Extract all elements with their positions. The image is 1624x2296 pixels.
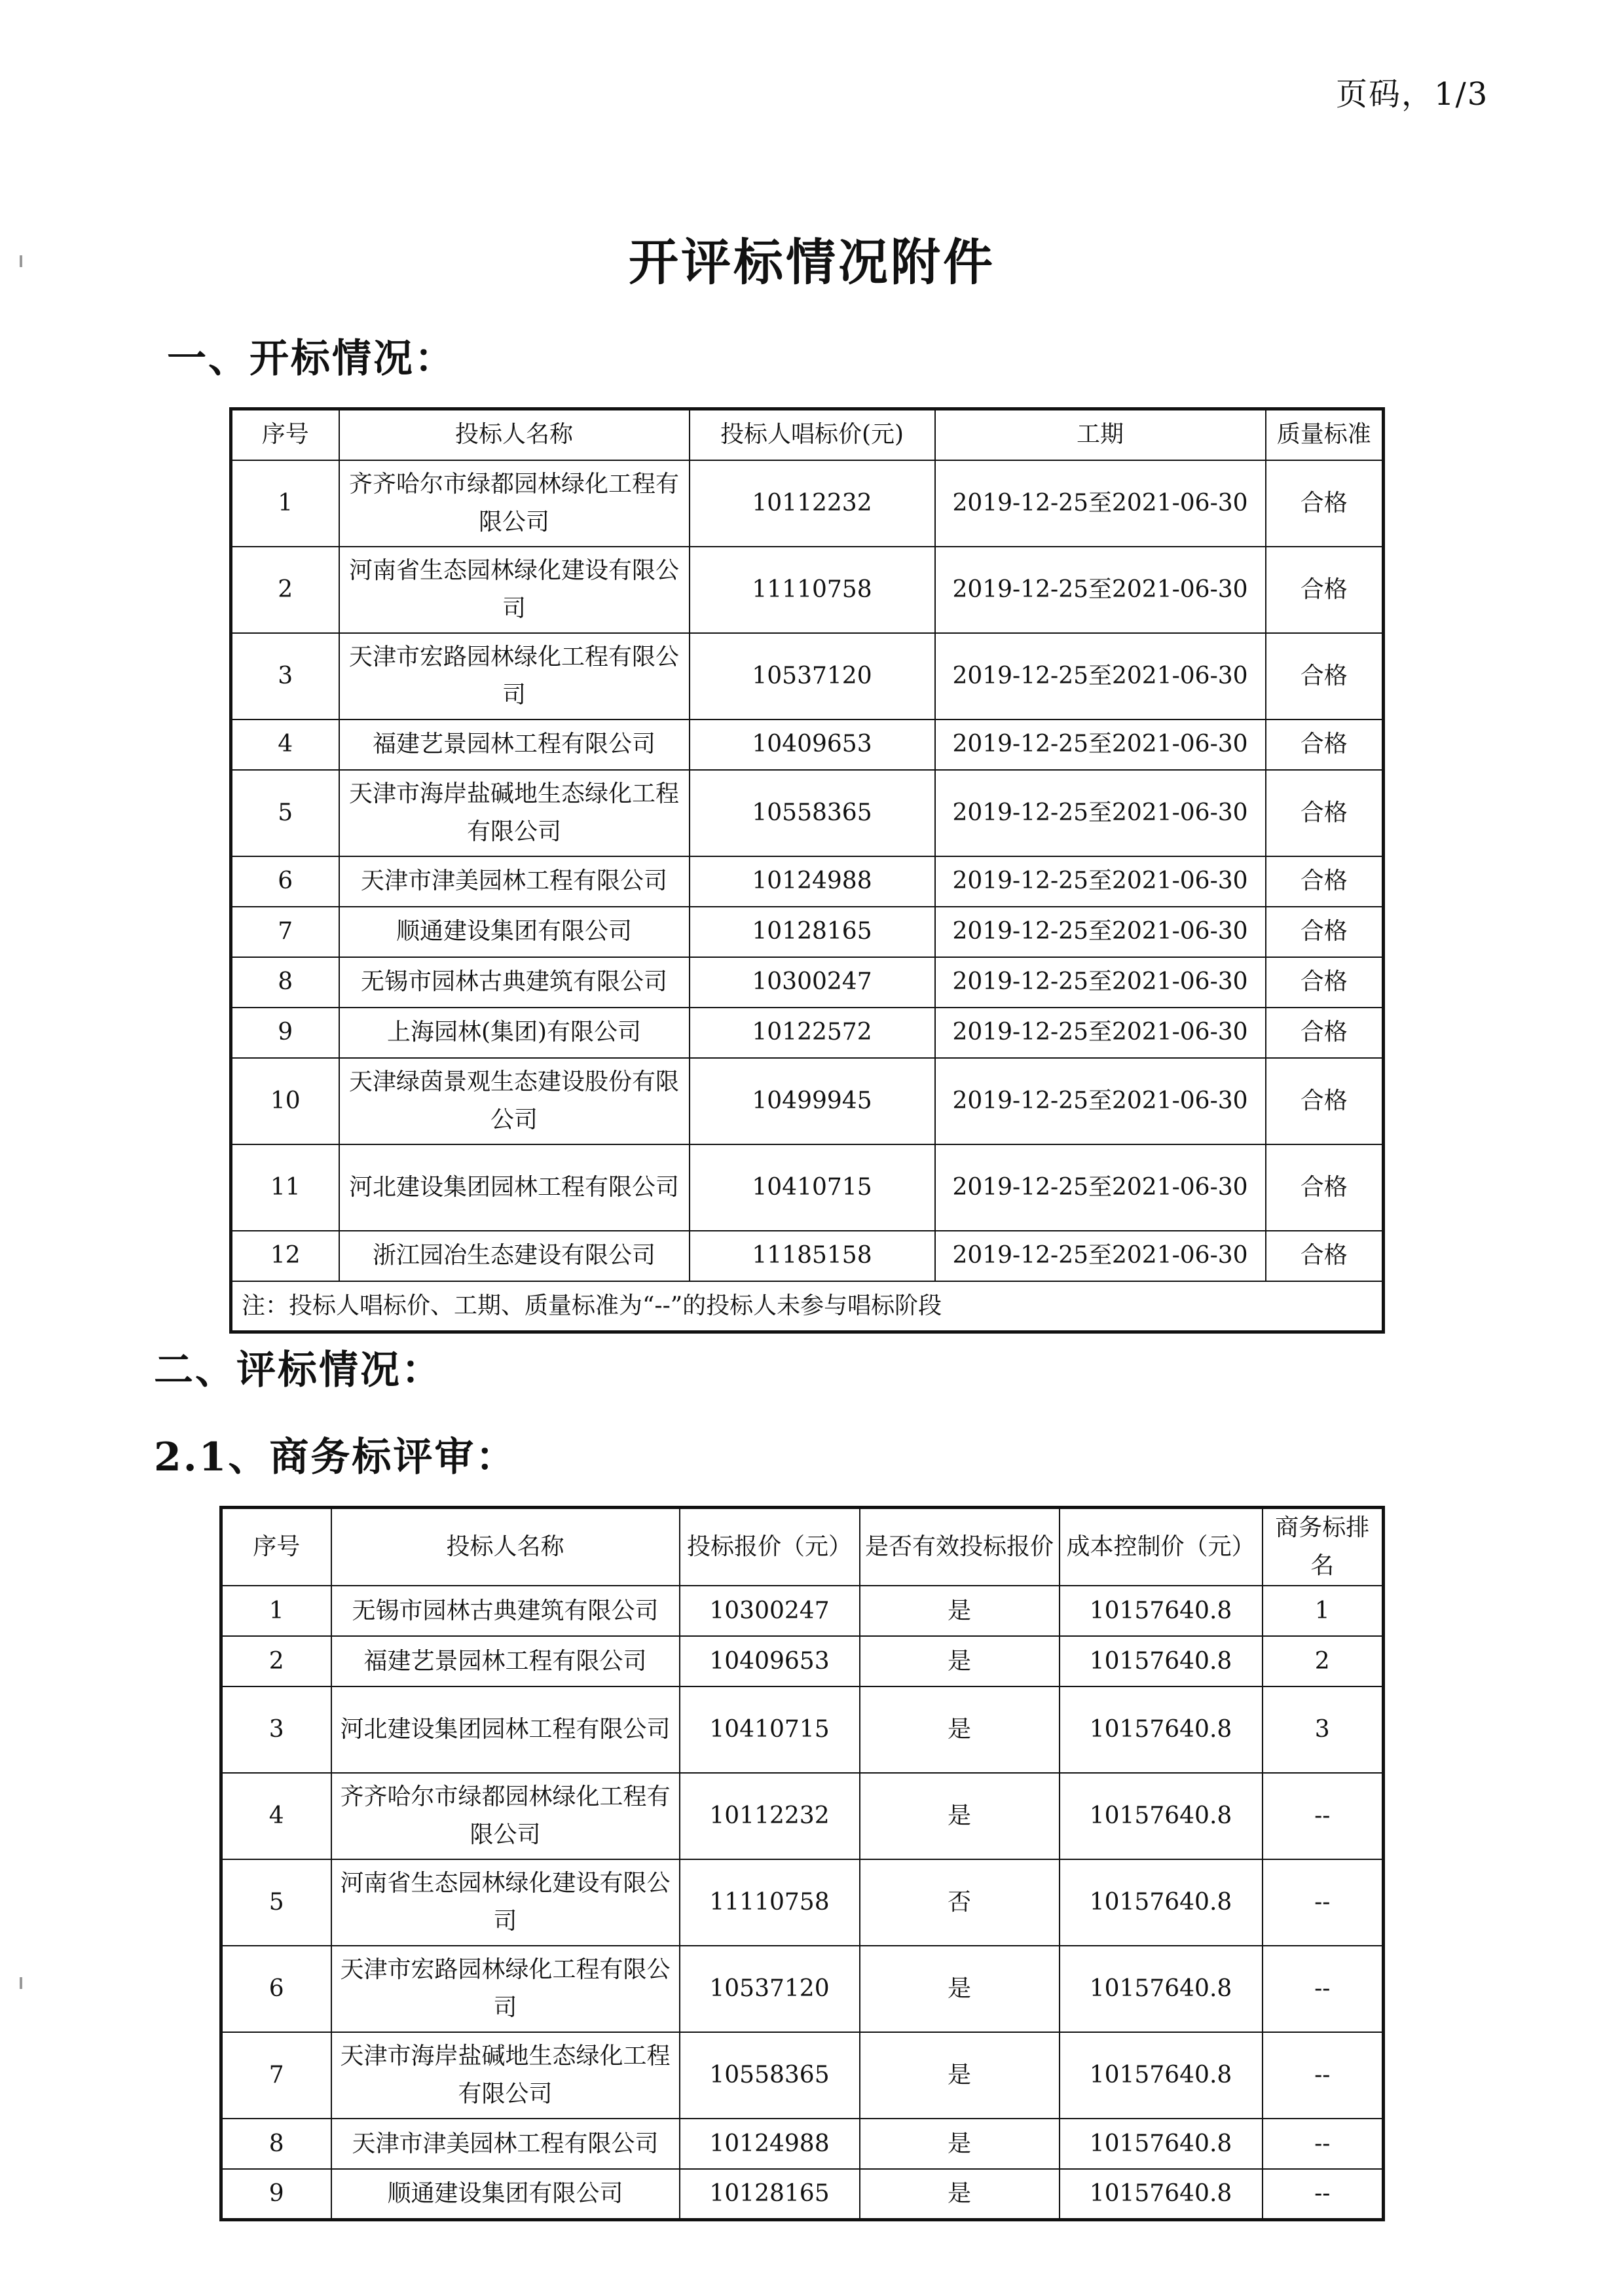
table-cell: 10157640.8 <box>1060 1636 1263 1686</box>
page-number: 页码，1/3 <box>1336 76 1489 113</box>
table-cell: 11185158 <box>690 1231 935 1281</box>
table-cell: -- <box>1263 1773 1384 1859</box>
table-row <box>231 1058 1384 1144</box>
column-header: 序号 <box>221 1508 331 1586</box>
table-cell: 2019-12-25至2021-06-30 <box>935 856 1266 907</box>
table-cell: 2019-12-25至2021-06-30 <box>935 460 1266 547</box>
table-row <box>231 1008 1384 1058</box>
table-cell: 10122572 <box>690 1008 935 1058</box>
table-cell: 合格 <box>1266 547 1384 633</box>
table-header-row <box>221 1508 1384 1586</box>
table-row <box>231 1144 1384 1231</box>
table-cell: 合格 <box>1266 1231 1384 1281</box>
column-header: 商务标排名 <box>1263 1508 1384 1586</box>
table-cell: 8 <box>231 957 339 1008</box>
table-cell: 2 <box>1263 1636 1384 1686</box>
bidder-name-cell: 天津市宏路园林绿化工程有限公司 <box>331 1946 680 2032</box>
table-cell: 10157640.8 <box>1060 2032 1263 2119</box>
table-cell: 10157640.8 <box>1060 1686 1263 1773</box>
bidder-name-cell: 河北建设集团园林工程有限公司 <box>331 1686 680 1773</box>
table-cell: 10112232 <box>680 1773 860 1859</box>
bidder-name-cell: 河南省生态园林绿化建设有限公司 <box>339 547 690 633</box>
bidder-name-cell: 顺通建设集团有限公司 <box>339 907 690 957</box>
table-cell: 2019-12-25至2021-06-30 <box>935 1144 1266 1231</box>
table-cell: 2019-12-25至2021-06-30 <box>935 957 1266 1008</box>
table-cell: 2 <box>221 1636 331 1686</box>
bidder-name-cell: 天津绿茵景观生态建设股份有限公司 <box>339 1058 690 1144</box>
table-cell: 8 <box>221 2119 331 2169</box>
table-cell: 合格 <box>1266 856 1384 907</box>
table-cell: 合格 <box>1266 1058 1384 1144</box>
column-header: 质量标准 <box>1266 409 1384 460</box>
table-cell: 1 <box>1263 1586 1384 1636</box>
table-cell: 10124988 <box>690 856 935 907</box>
table-cell: 合格 <box>1266 770 1384 856</box>
column-header: 成本控制价（元） <box>1060 1508 1263 1586</box>
column-header: 投标人名称 <box>331 1508 680 1586</box>
table-cell: 2019-12-25至2021-06-30 <box>935 1008 1266 1058</box>
column-header: 工期 <box>935 409 1266 460</box>
table-cell: 2019-12-25至2021-06-30 <box>935 770 1266 856</box>
table-row <box>231 1231 1384 1281</box>
table-row <box>231 957 1384 1008</box>
bidder-name-cell: 顺通建设集团有限公司 <box>331 2169 680 2219</box>
table-cell: 是 <box>860 1686 1060 1773</box>
table-cell: 是 <box>860 1636 1060 1686</box>
bidder-name-cell: 无锡市园林古典建筑有限公司 <box>339 957 690 1008</box>
bidder-name-cell: 无锡市园林古典建筑有限公司 <box>331 1586 680 1636</box>
table-cell: 10300247 <box>690 957 935 1008</box>
table-cell: 10499945 <box>690 1058 935 1144</box>
bidder-name-cell: 河南省生态园林绿化建设有限公司 <box>331 1859 680 1946</box>
table-cell: 10157640.8 <box>1060 1773 1263 1859</box>
table-cell: 否 <box>860 1859 1060 1946</box>
bidder-name-cell: 天津市海岸盐碱地生态绿化工程有限公司 <box>331 2032 680 2119</box>
bidder-name-cell: 福建艺景园林工程有限公司 <box>339 720 690 770</box>
table-cell: 6 <box>231 856 339 907</box>
table-row <box>221 1946 1384 2032</box>
bidder-name-cell: 齐齐哈尔市绿都园林绿化工程有限公司 <box>331 1773 680 1859</box>
table-cell: 合格 <box>1266 1008 1384 1058</box>
bidder-name-cell: 天津市海岸盐碱地生态绿化工程有限公司 <box>339 770 690 856</box>
table-row <box>221 2119 1384 2169</box>
column-header: 投标报价（元） <box>680 1508 860 1586</box>
table-cell: 合格 <box>1266 907 1384 957</box>
bidder-name-cell: 天津市宏路园林绿化工程有限公司 <box>339 633 690 720</box>
table-cell: -- <box>1263 1946 1384 2032</box>
table-cell: -- <box>1263 2119 1384 2169</box>
table-cell: 10157640.8 <box>1060 2119 1263 2169</box>
table-cell: -- <box>1263 2169 1384 2219</box>
bidder-name-cell: 天津市津美园林工程有限公司 <box>339 856 690 907</box>
bidder-name-cell: 天津市津美园林工程有限公司 <box>331 2119 680 2169</box>
note-row <box>231 1281 1384 1332</box>
table-cell: 是 <box>860 1946 1060 2032</box>
table-cell: 10124988 <box>680 2119 860 2169</box>
table-cell: 1 <box>221 1586 331 1636</box>
table-row <box>221 2032 1384 2119</box>
bidder-name-cell: 福建艺景园林工程有限公司 <box>331 1636 680 1686</box>
table-cell: 9 <box>221 2169 331 2219</box>
table-cell: 2019-12-25至2021-06-30 <box>935 720 1266 770</box>
table-cell: 合格 <box>1266 1144 1384 1231</box>
column-header: 是否有效投标报价 <box>860 1508 1060 1586</box>
table-cell: 10409653 <box>680 1636 860 1686</box>
table-cell: 11110758 <box>690 547 935 633</box>
table-cell: 合格 <box>1266 720 1384 770</box>
table-cell: 5 <box>231 770 339 856</box>
table-row <box>231 547 1384 633</box>
table-row <box>231 770 1384 856</box>
table-row <box>231 856 1384 907</box>
table-cell: 3 <box>1263 1686 1384 1773</box>
table-cell: 10409653 <box>690 720 935 770</box>
table-cell: 是 <box>860 1773 1060 1859</box>
table-cell: 12 <box>231 1231 339 1281</box>
table-cell: 2019-12-25至2021-06-30 <box>935 547 1266 633</box>
table-row <box>221 1686 1384 1773</box>
table-cell: 1 <box>231 460 339 547</box>
table-cell: 6 <box>221 1946 331 2032</box>
commercial-review-table <box>219 1506 1385 2221</box>
section-heading-evaluation: 二、评标情况： <box>154 1347 443 1393</box>
table-cell: 合格 <box>1266 460 1384 547</box>
table-cell: 10157640.8 <box>1060 1586 1263 1636</box>
table-cell: 2019-12-25至2021-06-30 <box>935 907 1266 957</box>
table-row <box>221 1636 1384 1686</box>
table-row <box>221 1773 1384 1859</box>
table-cell: 10157640.8 <box>1060 2169 1263 2219</box>
table-header-row <box>231 409 1384 460</box>
table-cell: 10 <box>231 1058 339 1144</box>
table-cell: 10537120 <box>680 1946 860 2032</box>
table-cell: -- <box>1263 2032 1384 2119</box>
table-cell: 10128165 <box>680 2169 860 2219</box>
table-cell: 2019-12-25至2021-06-30 <box>935 1058 1266 1144</box>
table-row <box>221 1859 1384 1946</box>
column-header: 投标人名称 <box>339 409 690 460</box>
table-row <box>231 633 1384 720</box>
table-cell: 4 <box>221 1773 331 1859</box>
scan-mark <box>20 1977 22 1989</box>
section-heading-bid-opening: 一、开标情况： <box>167 336 456 382</box>
table-cell: 2 <box>231 547 339 633</box>
bidder-name-cell: 齐齐哈尔市绿都园林绿化工程有限公司 <box>339 460 690 547</box>
table-row <box>231 720 1384 770</box>
table-cell: 10410715 <box>690 1144 935 1231</box>
section-heading-commercial-review: 2.1、商务标评审： <box>154 1434 517 1480</box>
table-cell: 11 <box>231 1144 339 1231</box>
table-row <box>231 907 1384 957</box>
table-cell: 2019-12-25至2021-06-30 <box>935 1231 1266 1281</box>
table-cell: 4 <box>231 720 339 770</box>
table-cell: 10558365 <box>680 2032 860 2119</box>
table-cell: 10537120 <box>690 633 935 720</box>
table-cell: 3 <box>221 1686 331 1773</box>
table-cell: 10112232 <box>690 460 935 547</box>
table-cell: 10128165 <box>690 907 935 957</box>
table-cell: 11110758 <box>680 1859 860 1946</box>
table-cell: 2019-12-25至2021-06-30 <box>935 633 1266 720</box>
table-cell: 合格 <box>1266 633 1384 720</box>
table-cell: -- <box>1263 1859 1384 1946</box>
bid-opening-table <box>229 407 1385 1334</box>
table-cell: 是 <box>860 1586 1060 1636</box>
table-note: 注：投标人唱标价、工期、质量标准为“--”的投标人未参与唱标阶段 <box>231 1281 1384 1332</box>
table-cell: 5 <box>221 1859 331 1946</box>
table-cell: 7 <box>221 2032 331 2119</box>
table-cell: 是 <box>860 2119 1060 2169</box>
table-cell: 7 <box>231 907 339 957</box>
table-cell: 合格 <box>1266 957 1384 1008</box>
document-title: 开评标情况附件 <box>629 233 995 291</box>
bidder-name-cell: 上海园林(集团)有限公司 <box>339 1008 690 1058</box>
table-cell: 3 <box>231 633 339 720</box>
table-cell: 10157640.8 <box>1060 1859 1263 1946</box>
bidder-name-cell: 浙江园冶生态建设有限公司 <box>339 1231 690 1281</box>
table-cell: 是 <box>860 2169 1060 2219</box>
table-row <box>231 460 1384 547</box>
table-cell: 是 <box>860 2032 1060 2119</box>
table-cell: 10410715 <box>680 1686 860 1773</box>
column-header: 序号 <box>231 409 339 460</box>
table-cell: 10300247 <box>680 1586 860 1636</box>
table-cell: 10157640.8 <box>1060 1946 1263 2032</box>
table-cell: 10558365 <box>690 770 935 856</box>
column-header: 投标人唱标价(元) <box>690 409 935 460</box>
table-cell: 9 <box>231 1008 339 1058</box>
table-row <box>221 2169 1384 2219</box>
bidder-name-cell: 河北建设集团园林工程有限公司 <box>339 1144 690 1231</box>
table-row <box>221 1586 1384 1636</box>
